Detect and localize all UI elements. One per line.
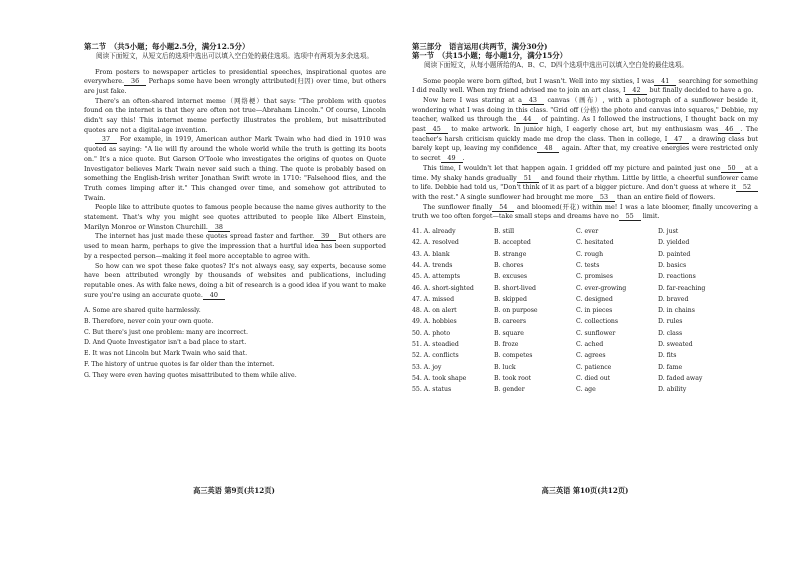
option-cell[interactable]: B. chores (494, 261, 524, 269)
option-cell[interactable]: B. strange (494, 250, 527, 258)
paragraph-text: with the rest." A single sunflower had brought me more (412, 192, 593, 201)
paragraph-text: The sunflower finally (423, 202, 493, 211)
blank-45[interactable]: 45 (426, 125, 448, 134)
blank-49[interactable]: 49 (441, 154, 463, 163)
option-cell[interactable]: 43. A. blank (412, 250, 450, 258)
option-cell[interactable]: C. ached (576, 341, 604, 349)
blank-36[interactable]: 36 (124, 77, 146, 86)
option-item: D. And Quote Investigator isn't a bad place to start. (84, 339, 247, 347)
blank-44[interactable]: 44 (516, 115, 538, 124)
option-cell[interactable]: D. painted (658, 250, 691, 258)
paragraph-text: and found their rhythm. Little by little, a cheerful sunflower came to life. Debbie had told us, "Don't think of it as part of a bigger picture. And don't guess at where it (412, 173, 758, 192)
option-cell[interactable]: B. square (494, 329, 524, 337)
question-row (412, 364, 758, 375)
option-cell[interactable]: 42. A. resolved (412, 239, 459, 247)
option-cell[interactable]: B. gender (494, 386, 525, 394)
paragraph-text: . (462, 154, 465, 163)
option-item: E. It was not Lincoln but Mark Twain who said that. (84, 350, 248, 358)
option-cell[interactable]: D. sweated (658, 341, 693, 349)
blank-54[interactable]: 54 (492, 203, 514, 212)
paragraph-text: Now here I was staring at a (423, 95, 522, 104)
page-footer: 高三英语 第10页(共12页) (541, 486, 629, 495)
blank-38[interactable]: 38 (208, 223, 230, 232)
paragraph-text: to make artwork. In junior high, I eagerly chose art, but my enthusiasm was (447, 125, 719, 134)
paragraph-text: From posters to newspaper articles to presidential speeches, inspirational quotes are everywhere. (84, 67, 386, 86)
blank-41[interactable]: 41 (654, 77, 676, 86)
paragraph-text: at a time. My shaky hands gradually (412, 163, 758, 182)
paragraph (84, 68, 386, 97)
option-cell[interactable]: 52. A. conflicts (412, 352, 459, 360)
section-heading: 第二节 （共5小题；每小题2.5分，满分12.5分） (84, 42, 250, 51)
option-cell[interactable]: 49. A. hobbies (412, 318, 457, 326)
paragraph-text: This time, I wouldn't let that happen again. I gridded off my picture and painted just one (423, 163, 721, 172)
option-cell[interactable]: D. rules (658, 318, 683, 326)
paragraph-text: but finally decided to have a go. (647, 86, 754, 95)
option-cell[interactable]: 45. A. attempts (412, 273, 461, 281)
option-cell[interactable]: D. ability (658, 386, 687, 394)
blank-37[interactable]: 37 (95, 135, 117, 144)
option-cell[interactable]: B. skipped (494, 295, 527, 303)
blank-42[interactable]: 42 (625, 86, 647, 95)
paragraph-text: . The teacher's harsh criticism quickly made me drop the class. Then in college, I (412, 125, 758, 143)
option-cell[interactable]: D. yielded (658, 239, 690, 247)
option-cell[interactable]: 51. A. steadied (412, 341, 459, 349)
option-cell[interactable]: D. reactions (658, 273, 696, 281)
option-cell[interactable]: B. took root (494, 374, 532, 382)
paragraph (84, 97, 386, 136)
option-cell[interactable]: D. class (658, 329, 683, 337)
question-row (412, 341, 758, 352)
option-cell[interactable]: B. luck (494, 363, 516, 371)
option-cell[interactable]: C. hesitated (576, 239, 614, 247)
passage (412, 77, 758, 223)
page-footer: 高三英语 第9页(共12页) (193, 486, 275, 495)
blank-55[interactable]: 55 (619, 212, 641, 221)
paragraph-text: But others are used to mean harm, perhaps to give the impression that a hurtful idea has been supported by a respected person—making it feel more acceptable to agree with. (84, 232, 386, 260)
option-item: C. But there's just one problem: many are incorrect. (84, 328, 248, 336)
part-heading: 第三部分 语言运用(共两节，满分30分) (412, 42, 548, 51)
option-cell[interactable]: D. braved (658, 295, 689, 303)
paragraph-text: of painting. As I followed the instructions, I thought back on my past (412, 115, 758, 134)
option-cell[interactable]: B. froze (494, 341, 519, 349)
blank-50[interactable]: 50 (721, 164, 743, 173)
option-cell[interactable]: D. faded away (658, 374, 703, 382)
blank-52[interactable]: 52 (736, 183, 758, 192)
option-cell[interactable]: 46. A. short-sighted (412, 284, 474, 292)
paragraph (84, 232, 386, 261)
question-row (412, 296, 758, 307)
option-cell[interactable]: C. died out (576, 374, 611, 382)
option-cell[interactable]: 55. A. status (412, 386, 452, 394)
paragraph (84, 203, 386, 232)
option-cell[interactable]: 53. A. joy (412, 363, 442, 371)
option-cell[interactable]: B. accepted (494, 239, 531, 247)
paragraph (84, 262, 386, 301)
paragraph-text: and bloomed(开花) within me! I was a late bloomer, finally uncovering a truth we too often forget—take small steps and dreams have no (412, 202, 758, 221)
paragraph-text: canvas（画布）, with a photograph of a sunflower beside it, wondering what I was doing in this class. "Grid off (分格) the photo and canvas into squares," Debbie, my teacher, walked us through the (412, 95, 758, 124)
option-cell[interactable]: C. agrees (576, 352, 606, 360)
option-cell[interactable]: B. careers (494, 318, 527, 326)
option-cell[interactable]: B. excuses (494, 273, 528, 281)
question-row (412, 262, 758, 273)
option-cell[interactable]: C. ever (576, 228, 599, 236)
option-cell[interactable]: D. basics (658, 261, 687, 269)
section-heading: 第一节 （共15小题；每小题1分，满分15分） (412, 51, 568, 60)
option-cell[interactable]: C. designed (576, 295, 613, 303)
option-cell[interactable]: 47. A. missed (412, 295, 455, 303)
instruction: 阅读下面短文，从每小题所给的A、B、C、D四个选项中选出可以填入空白处的最佳选项。 (424, 61, 688, 69)
question-row (412, 307, 758, 318)
question-row (412, 318, 758, 329)
paragraph (412, 96, 758, 164)
question-row (412, 273, 758, 284)
option-cell[interactable]: B. on purpose (494, 307, 538, 315)
option-cell[interactable]: 54. A. took shape (412, 374, 467, 382)
paragraph-text: There's an often-shared internet meme（网络梗）that says: "The problem with quotes found on the internet is that they are often not true—Abraham Lincoln." Of course, Lincoln didn't say this! This internet meme perfectly illustrates the problem, but misattributed quotes are not a digital-age invention. (84, 96, 386, 134)
option-cell[interactable]: 50. A. photo (412, 329, 451, 337)
option-item: F. The history of untrue quotes is far older than the internet. (84, 360, 275, 368)
option-item: G. They were even having quotes misattributed to them while alive. (84, 371, 297, 379)
option-cell[interactable]: C. tests (576, 261, 600, 269)
option-cell[interactable]: C. age (576, 386, 596, 394)
paragraph-text: The internet has just made these quotes spread faster and farther. (95, 232, 315, 241)
question-row (412, 285, 758, 296)
paragraph-text: People like to attribute quotes to famous people because the name gives authority to the statement. That's why you might see quotes attributed to people like Albert Einstein, Marilyn Monroe or Winston Churchill. (84, 203, 386, 231)
blank-53[interactable]: 53 (593, 193, 615, 202)
option-cell[interactable]: D. in chains (658, 307, 695, 315)
paragraph-text: For example, in 1919, American author Mark Twain who had died in 1910 was quoted as saying: "A lie will fly around the whole world while the truth is getting its boots on." It's a nice quote. But Garson O'Toole who investigates the origins of quotes on Quote Investigator believes Mark Twain never said such a thing. The quote is probably based on something the English-Irish writer Jonathan Swift wrote in 1710: "Falsehood flies, and the Truth comes limping after it." This changed over time, and somehow got attributed to Twain. (84, 135, 386, 202)
option-cell[interactable]: D. fame (658, 363, 683, 371)
blank-46[interactable]: 46 (718, 125, 740, 134)
instruction: 阅读下面短文，从短文后的选项中选出可以填入空白处的最佳选项。选项中有两项为多余选项。 (96, 52, 373, 60)
option-cell[interactable]: B. competes (494, 352, 533, 360)
option-cell[interactable]: D. fits (658, 352, 677, 360)
option-cell[interactable]: 44. A. trends (412, 261, 453, 269)
paragraph (412, 203, 758, 222)
blank-40[interactable]: 40 (203, 291, 225, 300)
option-cell[interactable]: C. collections (576, 318, 619, 326)
option-cell[interactable]: C. ever-growing (576, 284, 627, 292)
blank-43[interactable]: 43 (522, 96, 544, 105)
option-cell[interactable]: C. sunflower (576, 329, 616, 337)
blank-39[interactable]: 39 (314, 232, 336, 241)
option-cell[interactable]: 41. A. already (412, 228, 456, 236)
option-cell[interactable]: C. promises (576, 273, 613, 281)
paragraph-text: than an entire field of flowers. (615, 192, 716, 201)
page-10 (400, 0, 800, 566)
paragraph (84, 135, 386, 203)
option-cell[interactable]: C. in pieces (576, 307, 613, 315)
option-cell[interactable]: C. rough (576, 250, 604, 258)
question-row (412, 228, 758, 239)
option-cell[interactable]: D. far-reaching (658, 284, 706, 292)
option-item: A. Some are shared quite harmlessly. (84, 307, 201, 315)
paragraph-text: limit. (640, 212, 660, 221)
blank-47[interactable]: 47 (667, 135, 689, 144)
option-cell[interactable]: B. short-lived (494, 284, 536, 292)
question-row (412, 251, 758, 262)
paragraph-text: again. After that, my creative energies were restricted only to secret (412, 144, 758, 163)
paragraph-text: Some people were born gifted, but I wasn't. Well into my sixties, I was (423, 76, 655, 85)
paragraph-text: So how can we spot these fake quotes? It's not always easy, say experts, because some have been attributed wrongly by thousands of websites and publications, including reputable ones. As with fake news, doing a bit of research is a good idea if you want to make sure you're using an accurate quote. (84, 261, 386, 299)
option-cell[interactable]: B. still (494, 228, 515, 236)
question-row (412, 352, 758, 363)
blank-48[interactable]: 48 (537, 144, 559, 153)
blank-51[interactable]: 51 (517, 174, 539, 183)
paragraph-text: searching for something I did really well. When my friend advised me to join an art class, I (412, 76, 759, 95)
paragraph-text: a drawing class but barely kept up, leaving my confidence (412, 134, 758, 153)
options-list (84, 306, 386, 381)
options-table (412, 228, 758, 397)
option-cell[interactable]: C. patience (576, 363, 612, 371)
option-item: B. Therefore, never coin your own quote. (84, 318, 214, 326)
question-row (412, 375, 758, 386)
question-row (412, 386, 758, 397)
paragraph (412, 164, 758, 203)
paragraph-text: Perhaps some have been wrongly attributed(归因) over time, but others are just fake. (84, 77, 386, 95)
question-row (412, 239, 758, 250)
option-cell[interactable]: D. just (658, 228, 679, 236)
question-row (412, 330, 758, 341)
option-cell[interactable]: 48. A. on alert (412, 307, 457, 315)
paragraph (412, 77, 758, 96)
passage (84, 68, 386, 301)
